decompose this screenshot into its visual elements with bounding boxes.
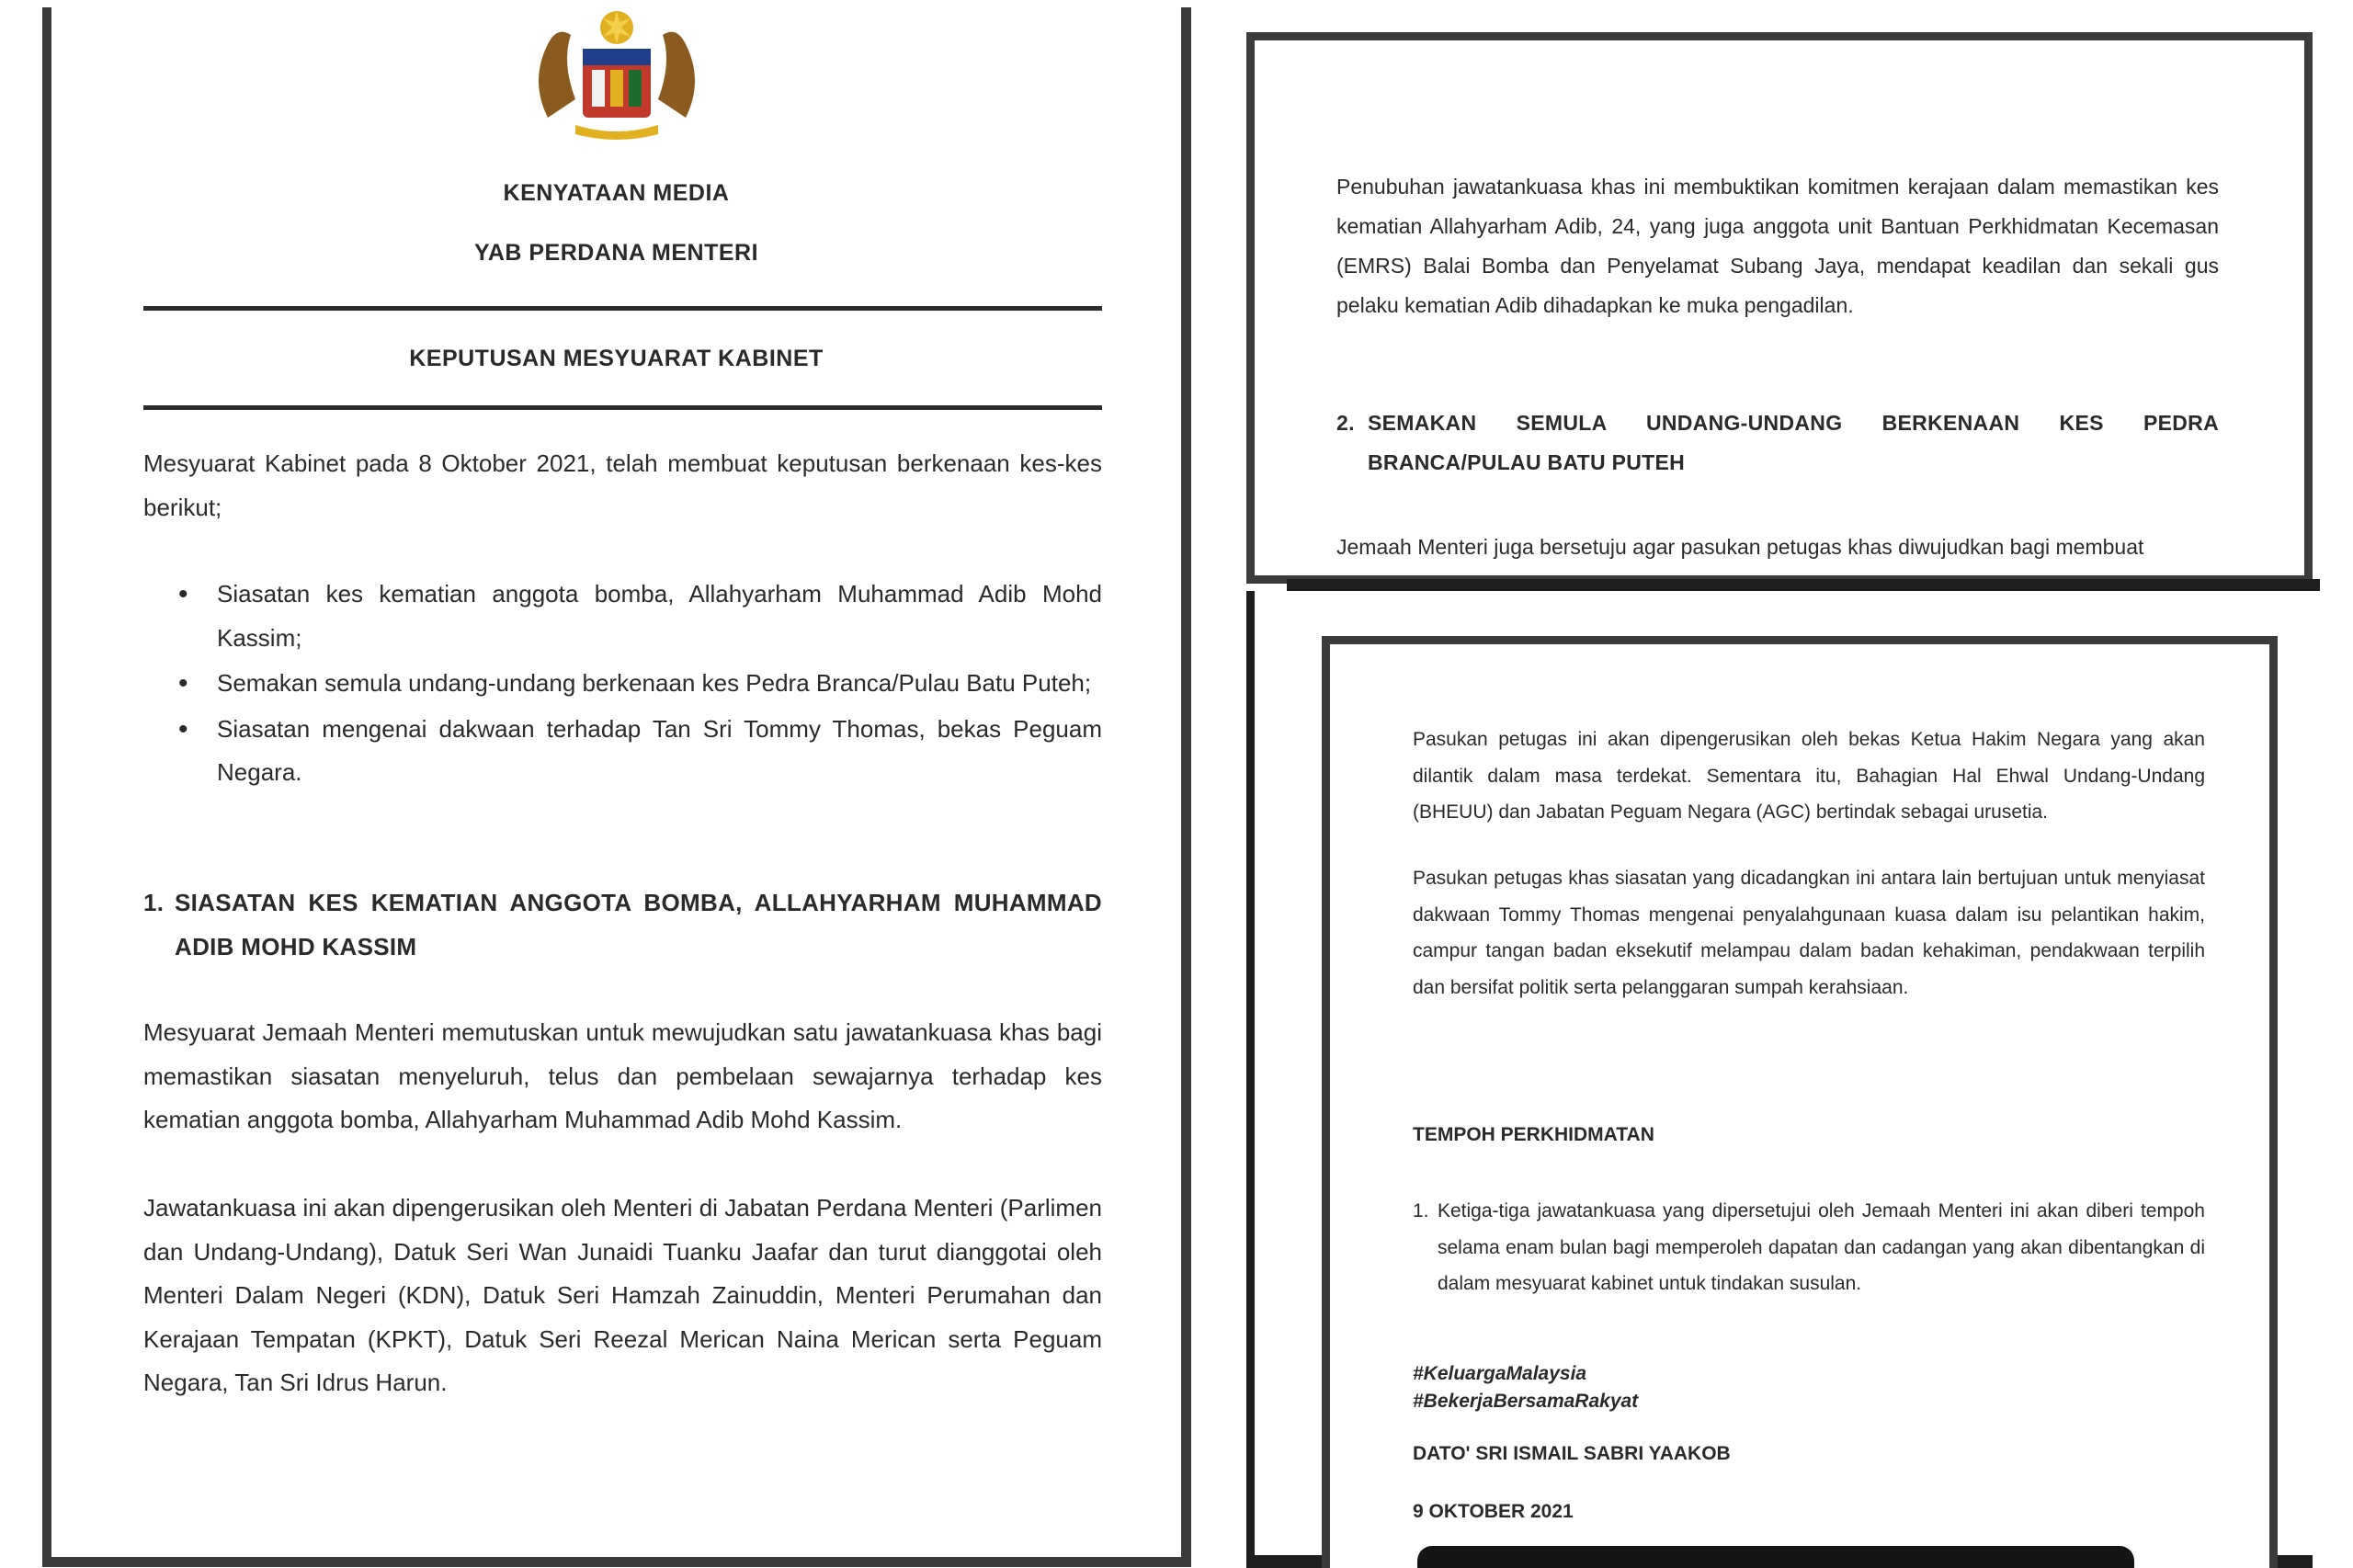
document-date: 9 OKTOBER 2021 [1413, 1501, 1574, 1522]
list-item: • Siasatan kes kematian anggota bomba, Allahyarham Muhammad Adib Mohd Kassim; [143, 573, 1102, 660]
header-title: KENYATAAN MEDIA [503, 180, 730, 206]
section-heading-2 [1336, 403, 2219, 483]
decision-list [143, 573, 1102, 795]
paragraph: Pasukan petugas ini akan dipengerusikan oleh bekas Ketua Hakim Negara yang akan dilantik dalam masa terdekat. Sementara itu, Bahagian Hal Ehwal Undang-Undang (BHEUU) dan Jabatan Peguam Negara (AGC) bertindak sebagai urusetia. [1413, 729, 2205, 823]
intro-paragraph: Mesyuarat Kabinet pada 8 Oktober 2021, telah membuat keputusan berkenaan kes-kes berikut; [143, 449, 1102, 521]
section-heading: TEMPOH PERKHIDMATAN [1413, 1124, 1654, 1145]
document-page-right-bottom [1322, 636, 2278, 1568]
divider-line [143, 405, 1102, 410]
divider-line [143, 306, 1102, 311]
heading-text: SIASATAN KES KEMATIAN ANGGOTA BOMBA, ALLAHYARHAM MUHAMMAD ADIB MOHD KASSIM [175, 889, 1102, 960]
heading-number: 1. [143, 889, 165, 916]
hashtag: #KeluargaMalaysia [1413, 1363, 1587, 1384]
heading-number: 2. [1336, 411, 1355, 435]
frame-edge [2278, 1555, 2313, 1568]
frame-edge [1246, 591, 1255, 1568]
list-item: • Semakan semula undang-undang berkenaan kes Pedra Branca/Pulau Batu Puteh; [143, 662, 1102, 706]
paragraph: Pasukan petugas khas siasatan yang dicadangkan ini antara lain bertujuan untuk menyiasat dakwaan Tommy Thomas mengenai penyalahgunaan kuasa dalam isu pelantikan hakim, campur tangan badan eksekutif melampau dalam badan kehakiman, pendakwaan terpilih dan bersifat politik serta pelanggaran sumpah kerahsiaan. [1413, 868, 2205, 998]
list-item: • Siasatan mengenai dakwaan terhadap Tan Sri Tommy Thomas, bekas Peguam Negara. [143, 708, 1102, 795]
hashtag: #BekerjaBersamaRakyat [1413, 1391, 1639, 1412]
paragraph: Penubuhan jawatankuasa khas ini membuktikan komitmen kerajaan dalam memastikan kes kematian Allahyarham Adib, 24, yang juga anggota unit Bantuan Perkhidmatan Kecemasan (EMRS) Balai Bomba dan Penyelamat Subang Jaya, mendapat keadilan dan sekali gus pelaku kematian Adib dihadapkan ke muka pengadilan. [1336, 175, 2219, 317]
document-page-left [42, 7, 1191, 1567]
paragraph: Jawatankuasa ini akan dipengerusikan oleh Menteri di Jabatan Perdana Menteri (Parlimen dan Undang-Undang), Datuk Seri Wan Junaidi Tuanku Jaafar dan turut dianggotai oleh Menteri Dalam Negeri (KDN), Datuk Seri Hamzah Zainuddin, Menteri Perumahan dan Kerajaan Tempatan (KPKT), Datuk Seri Reezal Merican Naina Merican serta Peguam Negara, Tan Sri Idrus Harun. [143, 1194, 1102, 1396]
heading-text: SEMAKAN SEMULA UNDANG-UNDANG BERKENAAN KES PEDRA BRANCA/PULAU BATU PUTEH [1368, 411, 2219, 474]
crop-separator [1287, 579, 2320, 591]
numbered-item [1413, 1193, 2205, 1302]
section-title: KEPUTUSAN MESYUARAT KABINET [409, 346, 824, 371]
header-subtitle: YAB PERDANA MENTERI [473, 240, 759, 266]
document-page-right-top [1246, 32, 2313, 584]
signatory-name: DATO' SRI ISMAIL SABRI YAAKOB [1413, 1443, 1731, 1464]
paragraph-partial: Jemaah Menteri juga bersetuju agar pasukan petugas khas diwujudkan bagi membuat [1336, 535, 2144, 559]
section-heading-1 [143, 881, 1102, 969]
coat-of-arms-icon [520, 7, 713, 145]
item-text: Ketiga-tiga jawatankuasa yang dipersetujui oleh Jemaah Menteri ini akan diberi tempoh selama enam bulan bagi memperoleh dapatan dan cadangan yang akan dibentangkan di dalam mesyuarat kabinet untuk tindakan susulan. [1438, 1200, 2205, 1294]
frame-edge [1246, 1555, 1322, 1568]
item-number: 1. [1413, 1200, 1429, 1221]
redaction-bar [1417, 1546, 2134, 1568]
paragraph: Mesyuarat Jemaah Menteri memutuskan untuk mewujudkan satu jawatankuasa khas bagi memastikan siasatan menyeluruh, telus dan pembelaan sewajarnya terhadap kes kematian anggota bomba, Allahyarham Muhammad Adib Mohd Kassim. [143, 1018, 1102, 1133]
